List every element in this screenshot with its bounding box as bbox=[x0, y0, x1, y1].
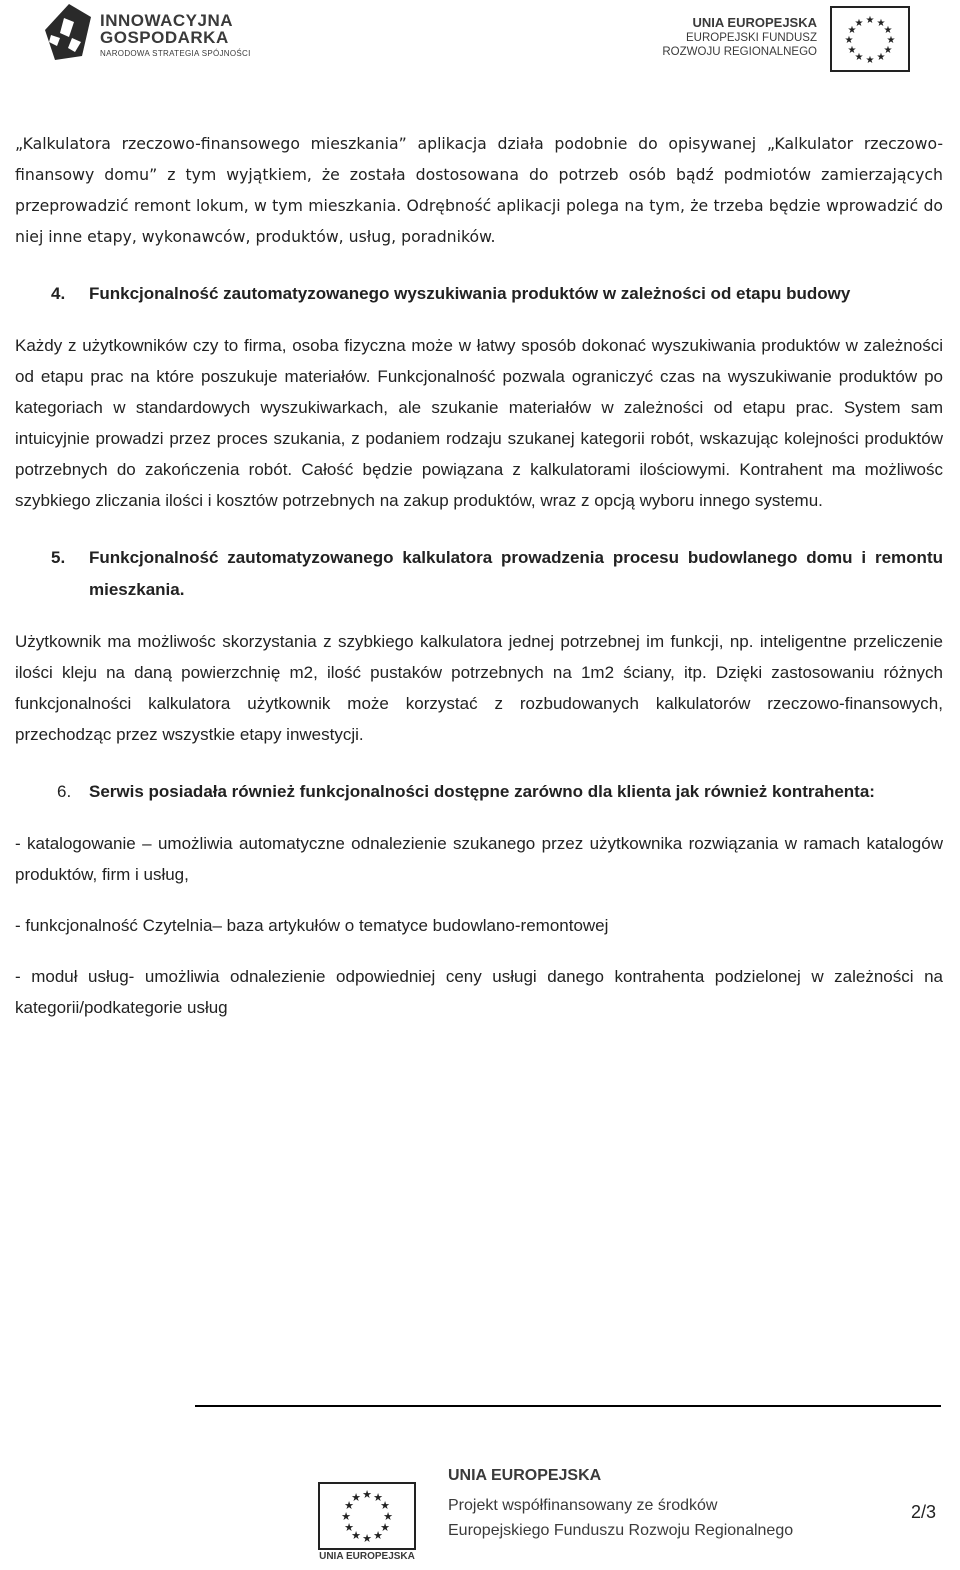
svg-text:★: ★ bbox=[351, 1491, 361, 1504]
svg-text:★: ★ bbox=[373, 1491, 383, 1504]
section-4-paragraph: Każdy z użytkowników czy to firma, osoba fizyczna może w łatwy sposób dokonać wyszukiwania produktów w zależności od etapu prac na które poszukuje materiałów. Funkcjonalność pozwala ograniczyć czas na wyszukiwanie produktów po kategoriach w standardowych wyszukiwarkach, ale szukanie materiałów w zależności od etapu prac. System sam intuicyjnie prowadzi przez proces szukania, z podaniem rodzaju szukanej kategorii robót, wskazując kolejności produktów potrzebnych do zakończenia robót. Całość będzie powiązana z kalkulatorami ilościowymi. Kontrahent ma możliwośc szybkiego zliczania ilości i kosztów potrzebnych na zakup produktów, wraz z opcją wyboru innego systemu. bbox=[15, 336, 943, 510]
page-header bbox=[0, 0, 960, 80]
svg-text:★: ★ bbox=[865, 15, 875, 26]
svg-text:★: ★ bbox=[351, 1529, 361, 1542]
svg-text:★: ★ bbox=[865, 55, 875, 66]
svg-text:★: ★ bbox=[383, 1510, 393, 1523]
svg-text:★: ★ bbox=[844, 35, 854, 46]
list-item: - moduł usług- umożliwia odnalezienie odpowiedniej ceny usługi danego kontrahenta podzielonej w zależności na kategorii/podkategorie usług bbox=[15, 967, 943, 1017]
section-5-title: Funkcjonalność zautomatyzowanego kalkulatora prowadzenia procesu budowlanego domu i remontu mieszkania. bbox=[89, 548, 943, 599]
section-4-number: 4. bbox=[51, 284, 66, 303]
svg-text:★: ★ bbox=[341, 1510, 351, 1523]
eu-line-3: ROZWOJU REGIONALNEGO bbox=[662, 46, 817, 58]
svg-text:★: ★ bbox=[380, 1499, 390, 1512]
section-6-title: Serwis posiadała również funkcjonalności dostępne zarówno dla klienta jak również kontrahenta: bbox=[89, 782, 875, 801]
svg-text:★: ★ bbox=[876, 18, 886, 29]
page-number: 2/3 bbox=[911, 1502, 937, 1522]
svg-text:★: ★ bbox=[362, 1488, 372, 1501]
logo-line-3: NARODOWA STRATEGIA SPÓJNOŚCI bbox=[100, 49, 251, 58]
logo-line-2: GOSPODARKA bbox=[100, 28, 229, 47]
footer-divider bbox=[195, 1405, 941, 1407]
document-body bbox=[15, 128, 943, 1023]
svg-text:★: ★ bbox=[876, 52, 886, 63]
eu-flag-icon bbox=[830, 6, 910, 72]
innowacyjna-gospodarka-text bbox=[100, 12, 251, 58]
section-5-heading bbox=[15, 542, 943, 606]
footer-eu-heading: UNIA EUROPEJSKA bbox=[448, 1467, 602, 1484]
list-item: - katalogowanie – umożliwia automatyczne odnalezienie szukanego przez użytkownika rozwiązania w ramach katalogów produktów, firm i usług, bbox=[15, 834, 943, 884]
svg-text:★: ★ bbox=[886, 35, 896, 46]
section-5-paragraph: Użytkownik ma możliwośc skorzystania z szybkiego kalkulatora jednej potrzebnej im funkcji, np. inteligentne przeliczenie ilości kleju na daną powierzchnię m2, ilość pustaków potrzebnych na 1m2 ściany, itp. Dzięki zastosowaniu różnych funkcjonalności kalkulatora użytkownik może korzystać z rozbudowanych kalkulatorów rzeczowo-finansowych, przechodząc przez wszystkie etapy inwestycji. bbox=[15, 632, 943, 744]
svg-text:★: ★ bbox=[854, 52, 864, 63]
eu-flag-footer-icon bbox=[318, 1482, 416, 1550]
section-4-heading bbox=[15, 278, 943, 310]
eu-fund-text bbox=[662, 15, 817, 59]
svg-text:★: ★ bbox=[847, 45, 857, 56]
list-item: - funkcjonalność Czytelnia– baza artykułów o tematyce budowlano-remontowej bbox=[15, 916, 609, 935]
eu-line-2: EUROPEJSKI FUNDUSZ bbox=[686, 32, 817, 44]
section-6-heading bbox=[15, 776, 943, 808]
svg-text:★: ★ bbox=[344, 1499, 354, 1512]
svg-text:★: ★ bbox=[847, 25, 857, 36]
svg-text:★: ★ bbox=[373, 1529, 383, 1542]
section-5-number: 5. bbox=[51, 548, 66, 567]
intro-paragraph: „Kalkulatora rzeczowo-finansowego mieszkania” aplikacja działa podobnie do opisywanej „Kalkulator rzeczowo-finansowy domu” z tym wyjątkiem, że została dostosowana do potrzeb osób bądź podmiotów zamierzających przeprowadzić remont lokum, w tym mieszkania. Odrębność aplikacji polega na tym, że trzeba będzie wprowadzić do niej inne etapy, wykonawców, produktów, usług, poradników. bbox=[15, 134, 943, 246]
svg-text:★: ★ bbox=[362, 1532, 372, 1545]
svg-text:★: ★ bbox=[344, 1521, 354, 1534]
svg-text:★: ★ bbox=[380, 1521, 390, 1534]
footer-cofinance-line-1: Projekt współfinansowany ze środków bbox=[448, 1497, 718, 1514]
section-4-title: Funkcjonalność zautomatyzowanego wyszukiwania produktów w zależności od etapu budowy bbox=[89, 284, 851, 303]
section-6-number: 6. bbox=[57, 782, 72, 801]
logo-line-1: INNOWACYJNA bbox=[100, 11, 234, 30]
svg-text:★: ★ bbox=[883, 25, 893, 36]
footer-cofinance-line-2: Europejskiego Funduszu Rozwoju Regionalnego bbox=[448, 1522, 794, 1539]
innowacyjna-gospodarka-logo-icon bbox=[42, 2, 96, 62]
svg-text:★: ★ bbox=[854, 18, 864, 29]
eu-line-1: UNIA EUROPEJSKA bbox=[692, 15, 817, 30]
footer-flag-label: UNIA EUROPEJSKA bbox=[319, 1551, 415, 1562]
svg-text:★: ★ bbox=[883, 45, 893, 56]
